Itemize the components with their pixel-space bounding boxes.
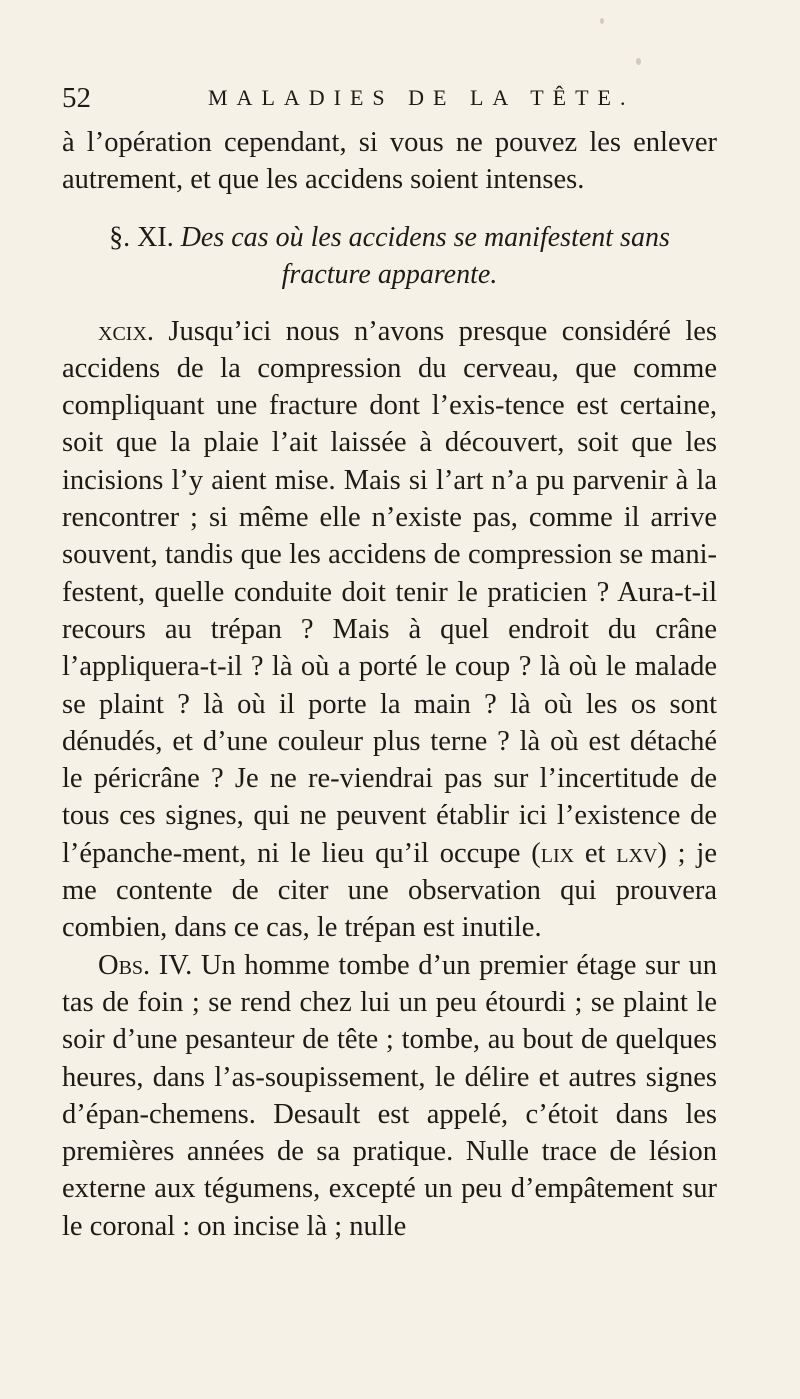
paragraph-text: ) ; je me contente de citer une observation qui prouvera combien, dans ce cas, le trépan est inutile. xyxy=(62,837,717,944)
paper-speck xyxy=(636,58,641,65)
paragraph-continuation: à l’opération cependant, si vous ne pouvez les enlever autrement, et que les accidens soient intenses. xyxy=(62,127,717,196)
running-head xyxy=(62,78,662,118)
section-number: §. XI. xyxy=(109,221,174,253)
observation-label: Obs. IV. xyxy=(98,949,193,981)
cross-reference: lxv xyxy=(616,837,658,869)
paragraph-text: et xyxy=(574,837,617,869)
cross-reference: lix xyxy=(540,837,575,869)
body-text xyxy=(62,124,717,1245)
page-number: 52 xyxy=(62,82,91,114)
paragraph-text: Jusqu’ici nous n’avons presque considéré les accidens de la compression du cerveau, que comme compliquant une fracture dont l’exis-tence est certaine, soit que la plaie l’ait laissée à découvert, soit que les incisions l’y aient mise. Mais si l’art n’a pu parvenir à la rencontrer ; si même elle n’existe pas, comme il arrive souvent, tandis que les accidens de compression se mani-festent, quelle conduite doit tenir le praticien ? Aura-t-il recours au trépan ? Mais à quel endroit du crâne l’appliquera-t-il ? là où a porté le coup ? là où le malade se plaint ? là où il porte la main ? là où les os sont dénudés, et d’une couleur plus terne ? là où est détaché le péricrâne ? Je ne re-viendrai pas sur l’incertitude de tous ces signes, qui ne peuvent établir ici l’existence de l’épanche-ment, ni le lieu qu’il occupe ( xyxy=(62,315,717,869)
paragraph-xcix xyxy=(62,313,717,947)
paragraph-text: Un homme tombe d’un premier étage sur un tas de foin ; se rend chez lui un peu étourdi ; se plaint le soir d’une pesanteur de tête ; tombe, au bout de quelques heures, dans l’as-soupissement, le délire et autres signes d’épan-chemens. Desault est appelé, c’étoit dans les premières années de sa pratique. Nulle trace de lésion externe aux tégumens, excepté un peu d’empâtement sur le coronal : on incise là ; nulle xyxy=(62,949,717,1242)
observation-paragraph xyxy=(62,947,717,1245)
paragraph-number: xcix. xyxy=(98,315,155,347)
section-title: Des cas où les accidens se manifestent sans fracture apparente. xyxy=(180,221,670,290)
running-title: MALADIES DE LA TÊTE. xyxy=(208,85,635,110)
paper-speck xyxy=(600,18,604,24)
section-heading xyxy=(62,219,717,293)
